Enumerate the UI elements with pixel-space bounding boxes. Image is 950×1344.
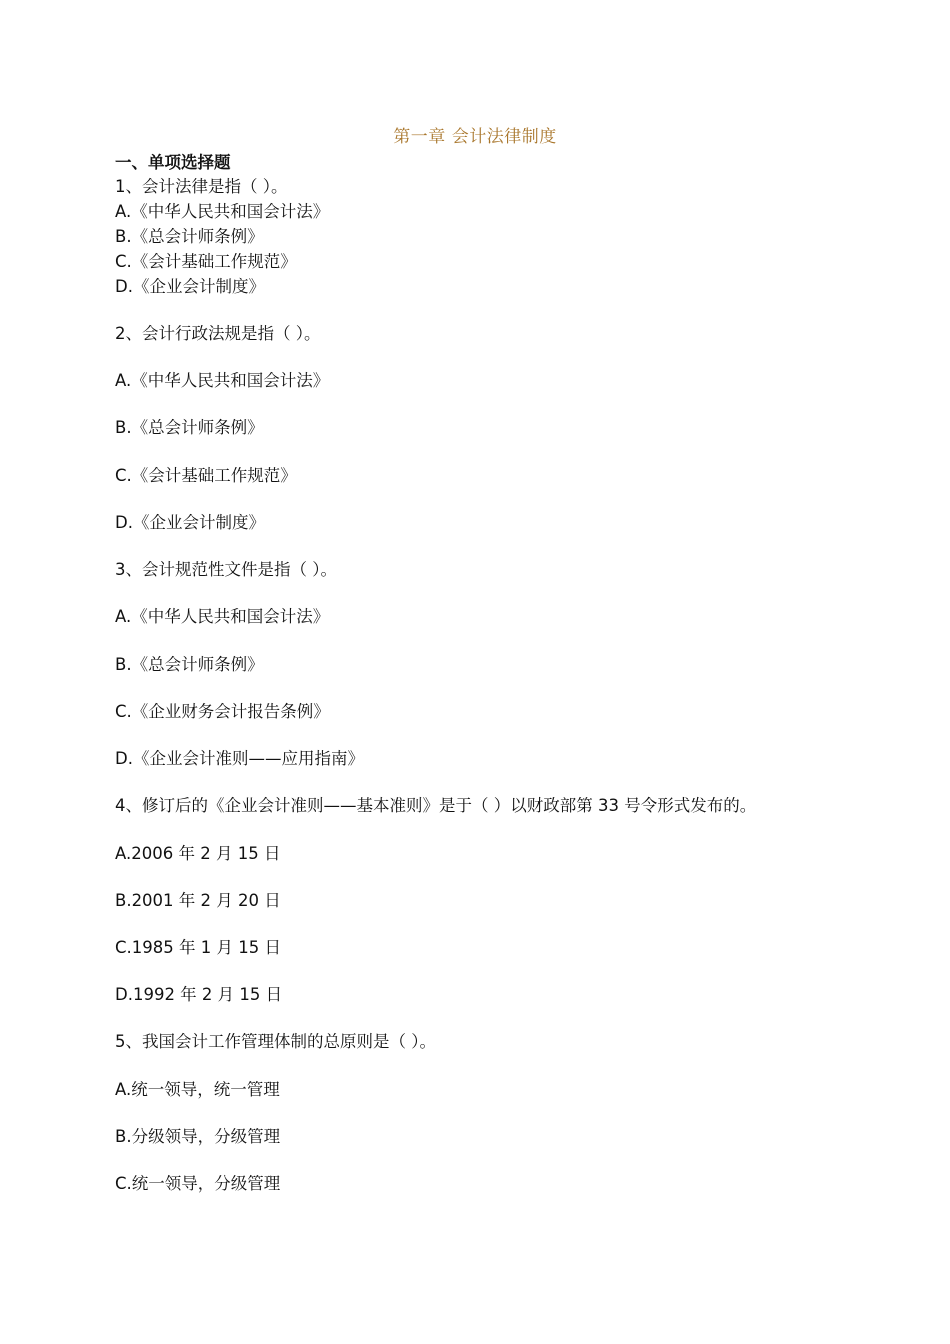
question-1-option-a: A.《中华人民共和国会计法》 [115, 202, 330, 221]
question-5-stem: 5、我国会计工作管理体制的总原则是（ ）。 [115, 1032, 436, 1051]
question-2-option-a: A.《中华人民共和国会计法》 [115, 371, 330, 390]
question-1-option-d: D.《企业会计制度》 [115, 277, 265, 296]
question-3-stem: 3、会计规范性文件是指（ ）。 [115, 560, 337, 579]
question-4-option-d: D.1992 年 2 月 15 日 [115, 985, 283, 1004]
question-2-option-d: D.《企业会计制度》 [115, 513, 265, 532]
question-5-option-c: C.统一领导，分级管理 [115, 1174, 281, 1193]
question-5-option-a: A.统一领导，统一管理 [115, 1080, 280, 1099]
question-4-option-a: A.2006 年 2 月 15 日 [115, 844, 281, 863]
question-3-option-d: D.《企业会计准则——应用指南》 [115, 749, 364, 768]
question-2-option-c: C.《会计基础工作规范》 [115, 466, 297, 485]
question-3-option-a: A.《中华人民共和国会计法》 [115, 607, 330, 626]
section-heading: 一、单项选择题 [115, 153, 231, 172]
question-5-option-b: B.分级领导，分级管理 [115, 1127, 281, 1146]
question-2-option-b: B.《总会计师条例》 [115, 418, 264, 437]
question-4-option-c: C.1985 年 1 月 15 日 [115, 938, 281, 957]
question-1-option-c: C.《会计基础工作规范》 [115, 252, 297, 271]
question-1-option-b: B.《总会计师条例》 [115, 227, 264, 246]
chapter-title: 第一章 会计法律制度 [393, 127, 557, 147]
question-3-option-b: B.《总会计师条例》 [115, 655, 264, 674]
question-3-option-c: C.《企业财务会计报告条例》 [115, 702, 330, 721]
question-4-option-b: B.2001 年 2 月 20 日 [115, 891, 281, 910]
question-4-stem: 4、修订后的《企业会计准则——基本准则》是于（ ）以财政部第 33 号令形式发布的。 [115, 796, 757, 815]
question-1-stem: 1、会计法律是指（ ）。 [115, 177, 288, 196]
question-2-stem: 2、会计行政法规是指（ ）。 [115, 324, 321, 343]
